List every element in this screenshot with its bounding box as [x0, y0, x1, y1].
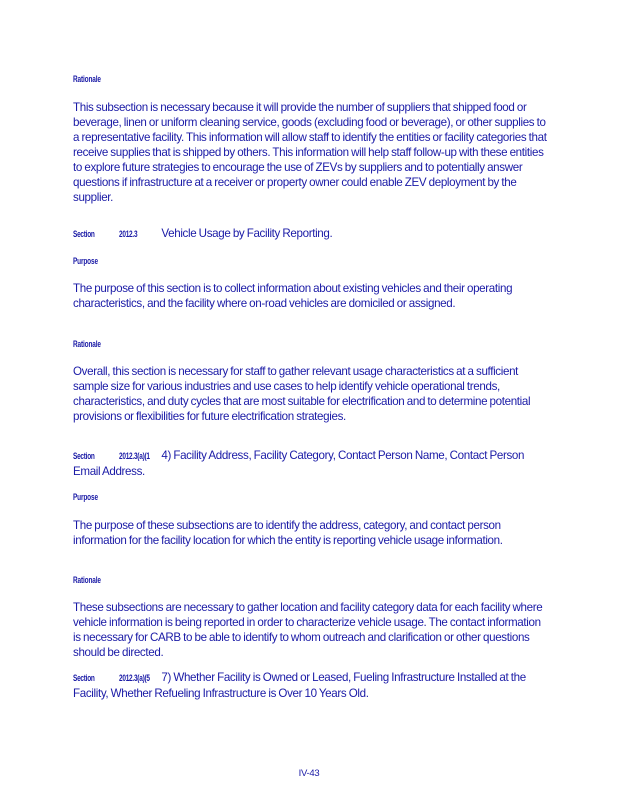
section-number: 2012.3(a)(5: [119, 673, 150, 683]
section-label: Section: [73, 673, 95, 683]
purpose-heading: Purpose: [73, 492, 98, 502]
section-number: 2012.3(a)(1: [119, 451, 150, 461]
rationale-heading: Rationale: [73, 74, 101, 84]
purpose-paragraph: The purpose of this section is to collect information about existing vehicles and their operating characteristics, and the facility where on-road vehicles are domiciled or assigned.: [73, 282, 513, 310]
rationale-heading: Rationale: [73, 575, 101, 585]
page-number: IV-43: [298, 768, 320, 779]
rationale-paragraph: This subsection is necessary because it will provide the number of suppliers that shipped food or beverage, linen or uniform cleaning service, goods (excluding food or beverage), or other supplies to a representative facility. This information will allow staff to identify the entities or facility categories that receive supplies that is shipped by others. This information will help staff follow-up with these entities to explore future strategies to encourage the use of ZEVs by suppliers and to potentially answer questions if infrastructure at a receiver or property owner could enable ZEV deployment by the supplier.: [73, 101, 547, 204]
section-heading: [73, 448, 548, 479]
purpose-paragraph: The purpose of these subsections are to identify the address, category, and contact person information for the facility location for which the entity is reporting vehicle usage information.: [73, 519, 503, 547]
section-title: 7) Whether Facility is Owned or Leased, Fueling Infrastructure Installed at the Facility, Whether Refueling Infrastructure is Over 10 Years Old.: [73, 671, 526, 700]
rationale-paragraph: Overall, this section is necessary for staff to gather relevant usage characteristics at a sufficient sample size for various industries and use cases to help identify vehicle operational trends, characteristics, and duty cycles that are most suitable for electrification and to determine potential provisions or flexibilities for future electrification strategies.: [73, 365, 531, 423]
rationale-heading: Rationale: [73, 339, 101, 349]
section-label: Section: [73, 229, 95, 239]
section-label: Section: [73, 451, 95, 461]
section-heading: [73, 670, 548, 701]
section-number: 2012.3: [119, 229, 138, 239]
section-title: 4) Facility Address, Facility Category, Contact Person Name, Contact Person Email Address.: [73, 449, 525, 478]
section-title: Vehicle Usage by Facility Reporting.: [161, 227, 333, 240]
rationale-paragraph: These subsections are necessary to gather location and facility category data for each facility where vehicle information is being reported in order to characterize vehicle usage. The contact information is necessary for CARB to be able to identify to whom outreach and clarification or other questions should be directed.: [73, 601, 543, 659]
purpose-heading: Purpose: [73, 256, 98, 266]
section-heading: [73, 226, 548, 242]
